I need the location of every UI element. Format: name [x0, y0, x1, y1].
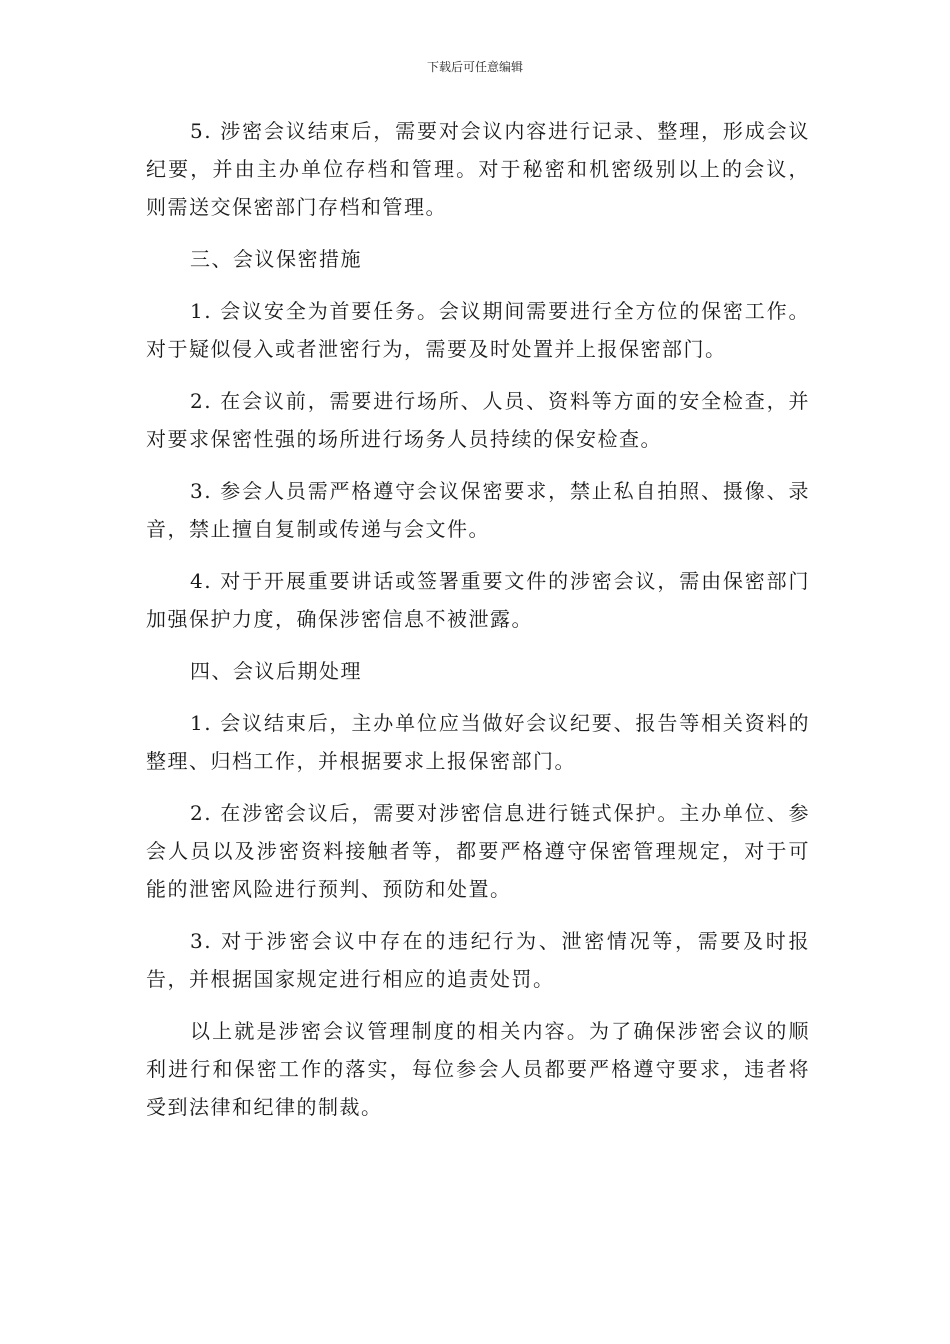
paragraph-item-5-archiving: 5. 涉密会议结束后，需要对会议内容进行记录、整理，形成会议纪要，并由主办单位存档和管理。对于秘密和机密级别以上的会议，则需送交保密部门存档和管理。: [146, 119, 810, 219]
paragraph-measure-1: 1. 会议安全为首要任务。会议期间需要进行全方位的保密工作。对于疑似侵入或者泄密行为，需要及时处置并上报保密部门。: [146, 299, 810, 361]
section-heading-security-measures: 三、会议保密措施: [190, 247, 362, 271]
paragraph-measure-3: 3. 参会人员需严格遵守会议保密要求，禁止私自拍照、摄像、录音，禁止擅自复制或传递与会文件。: [146, 479, 810, 541]
paragraph-post-3: 3. 对于涉密会议中存在的违纪行为、泄密情况等，需要及时报告，并根据国家规定进行相应的追责处罚。: [146, 929, 810, 991]
paragraph-post-1: 1. 会议结束后，主办单位应当做好会议纪要、报告等相关资料的整理、归档工作，并根据要求上报保密部门。: [146, 711, 810, 773]
header-note: 下载后可任意编辑: [426, 60, 523, 74]
section-heading-post-meeting: 四、会议后期处理: [190, 659, 362, 683]
document-body: [146, 112, 810, 1140]
paragraph-post-2: 2. 在涉密会议后，需要对涉密信息进行链式保护。主办单位、参会人员以及涉密资料接触者等，都要严格遵守保密管理规定，对于可能的泄密风险进行预判、预防和处置。: [146, 801, 810, 901]
paragraph-measure-4: 4. 对于开展重要讲话或签署重要文件的涉密会议，需由保密部门加强保护力度，确保涉密信息不被泄露。: [146, 569, 810, 631]
paragraph-conclusion: 以上就是涉密会议管理制度的相关内容。为了确保涉密会议的顺利进行和保密工作的落实，每位参会人员都要严格遵守要求，违者将受到法律和纪律的制裁。: [146, 1019, 810, 1119]
paragraph-measure-2: 2. 在会议前，需要进行场所、人员、资料等方面的安全检查，并对要求保密性强的场所进行场务人员持续的保安检查。: [146, 389, 810, 451]
